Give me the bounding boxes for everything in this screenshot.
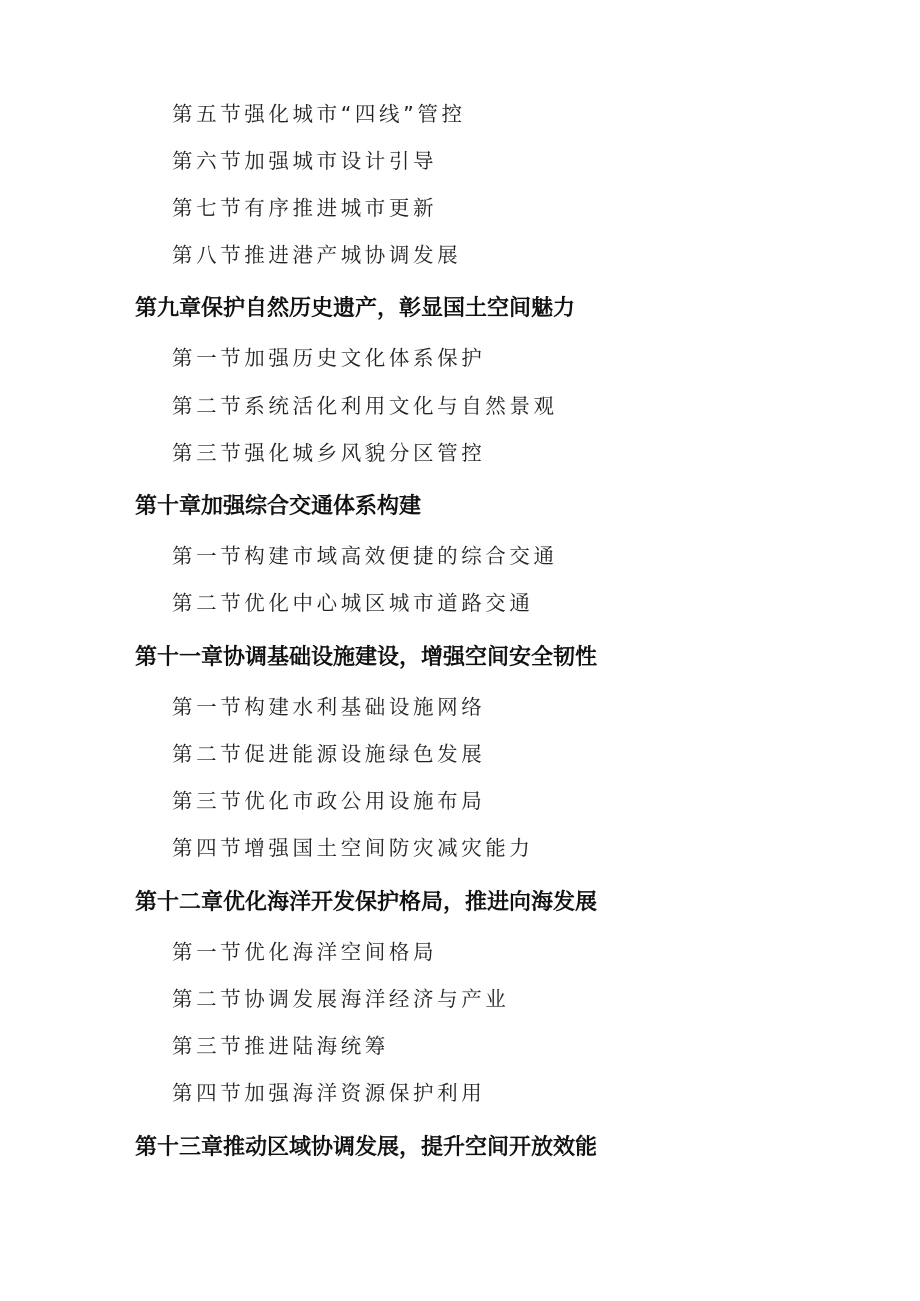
- toc-chapter-11-section-4: 第四节增强国土空间防灾减灾能力: [172, 836, 534, 860]
- toc-chapter-10-section-2: 第二节优化中心城区城市道路交通: [172, 591, 534, 615]
- toc-chapter-11-section-3: 第三节优化市政公用设施布局: [172, 789, 486, 813]
- toc-chapter-9: 第九章保护自然历史遗产，彰显国土空间魅力: [135, 296, 576, 321]
- toc-chapter-10-section-1: 第一节构建市域高效便捷的综合交通: [172, 544, 558, 568]
- toc-section-8: 第八节推进港产城协调发展: [172, 243, 462, 267]
- toc-chapter-9-section-1: 第一节加强历史文化体系保护: [172, 346, 486, 370]
- toc-section-6: 第六节加强城市设计引导: [172, 149, 438, 173]
- toc-chapter-9-section-3: 第三节强化城乡风貌分区管控: [172, 441, 486, 465]
- toc-chapter-13: 第十三章推动区域协调发展，提升空间开放效能: [135, 1135, 598, 1160]
- toc-chapter-12-section-4: 第四节加强海洋资源保护利用: [172, 1081, 486, 1105]
- toc-chapter-11: 第十一章协调基础设施建设，增强空间安全韧性: [135, 645, 598, 670]
- toc-section-5-1: 第五节强化城市“四线”管控: [172, 102, 466, 126]
- toc-chapter-12-section-3: 第三节推进陆海统筹: [172, 1034, 389, 1058]
- toc-chapter-11-section-1: 第一节构建水利基础设施网络: [172, 695, 486, 719]
- toc-chapter-9-section-2: 第二节系统活化利用文化与自然景观: [172, 394, 558, 418]
- toc-chapter-12-section-2: 第二节协调发展海洋经济与产业: [172, 987, 510, 1011]
- toc-chapter-12-section-1: 第一节优化海洋空间格局: [172, 940, 438, 964]
- toc-chapter-11-section-2: 第二节促进能源设施绿色发展: [172, 742, 486, 766]
- toc-section-7: 第七节有序推进城市更新: [172, 196, 438, 220]
- toc-chapter-12: 第十二章优化海洋开发保护格局，推进向海发展: [135, 890, 598, 915]
- toc-chapter-10: 第十章加强综合交通体系构建: [135, 494, 422, 519]
